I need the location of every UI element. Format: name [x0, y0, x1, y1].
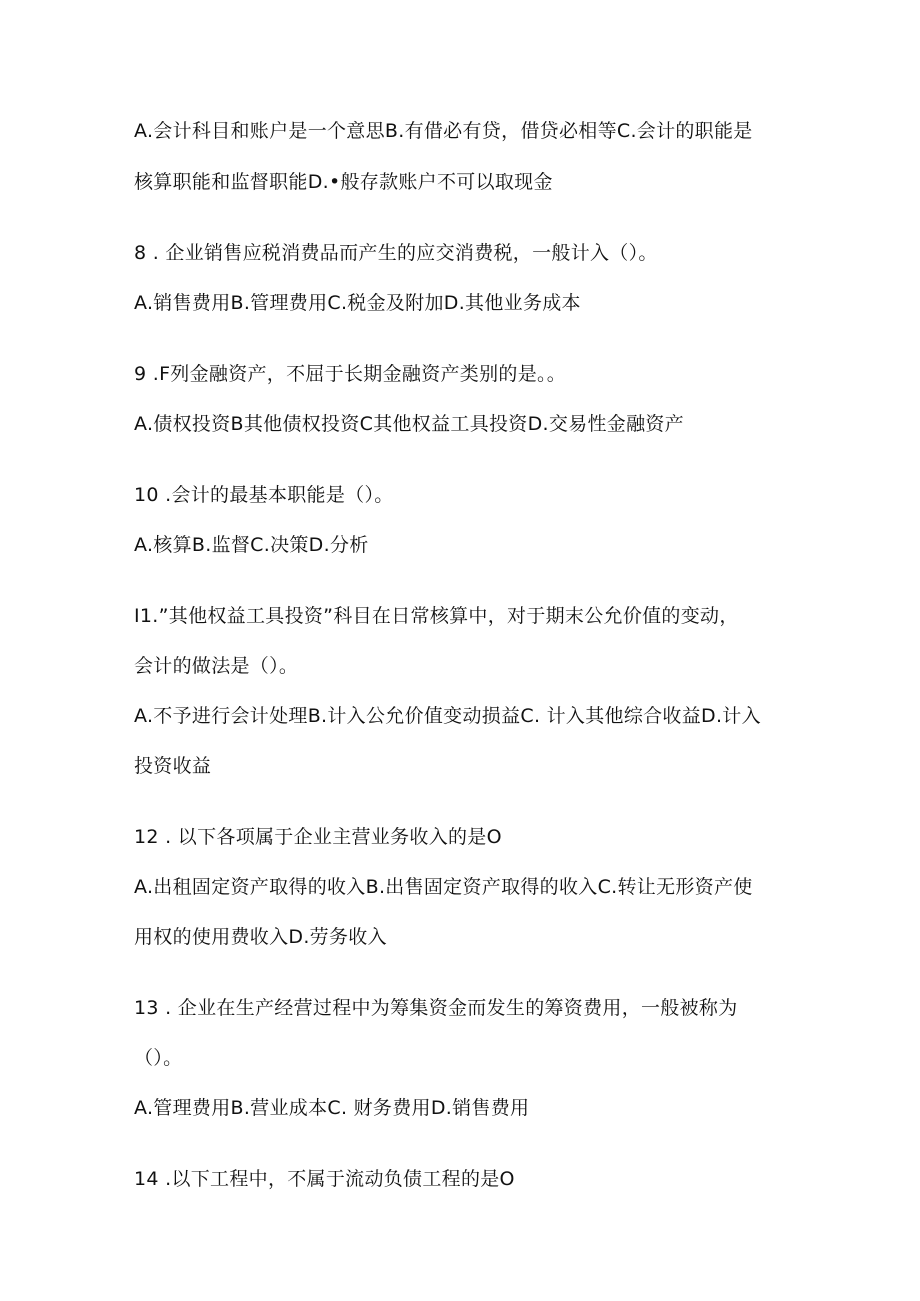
question-13-options: A.管理费用B.营业成本C. 财务费用D.销售费用 [134, 1097, 530, 1119]
question-9-options: A.债权投资B其他债权投资C其他权益工具投资D.交易性金融资产 [134, 413, 684, 435]
question-8: 8 . 企业销售应税消费品而产生的应交消费税，一般计入（）。 [134, 242, 658, 264]
question-13-cont: （）。 [134, 1047, 183, 1069]
question-8-options: A.销售费用B.管理费用C.税金及附加D.其他业务成本 [134, 292, 581, 314]
question-13: 13 . 企业在生产经营过程中为筹集资金而发生的筹资费用，一般被称为 [134, 997, 738, 1019]
question-10-options: A.核算B.监督C.决策D.分析 [134, 534, 369, 556]
question-9: 9 .F列金融资产，不屈于长期金融资产类别的是。。 [134, 363, 567, 385]
question-11-options: A.不予进行会计处理B.计入公允价值变动损益C. 计入其他综合收益D.计入 [134, 705, 761, 727]
question-11: I1.”其他权益工具投资”科目在日常核算中，对于期末公允价值的变动， [134, 605, 739, 627]
question-12-options-cont: 用权的使用费收入D.劳务收入 [134, 926, 387, 948]
question-12-options: A.出租固定资产取得的收入B.出售固定资产取得的收入C.转让无形资产使 [134, 876, 753, 898]
question-14: 14 .以下工程中，不属于流动负债工程的是O [134, 1168, 515, 1190]
question-11-options-cont: 投资收益 [134, 755, 212, 777]
question-12: 12 . 以下各项属于企业主营业务收入的是O [134, 826, 502, 848]
text-line-option-prev-cont: 核算职能和监督职能D.•般存款账户不可以取现金 [134, 171, 553, 193]
question-11-cont: 会计的做法是（）。 [134, 655, 299, 677]
question-10: 10 .会计的最基本职能是（）。 [134, 484, 394, 506]
text-line-option-prev: A.会计科目和账户是一个意思B.有借必有贷，借贷必相等C.会计的职能是 [134, 120, 753, 142]
